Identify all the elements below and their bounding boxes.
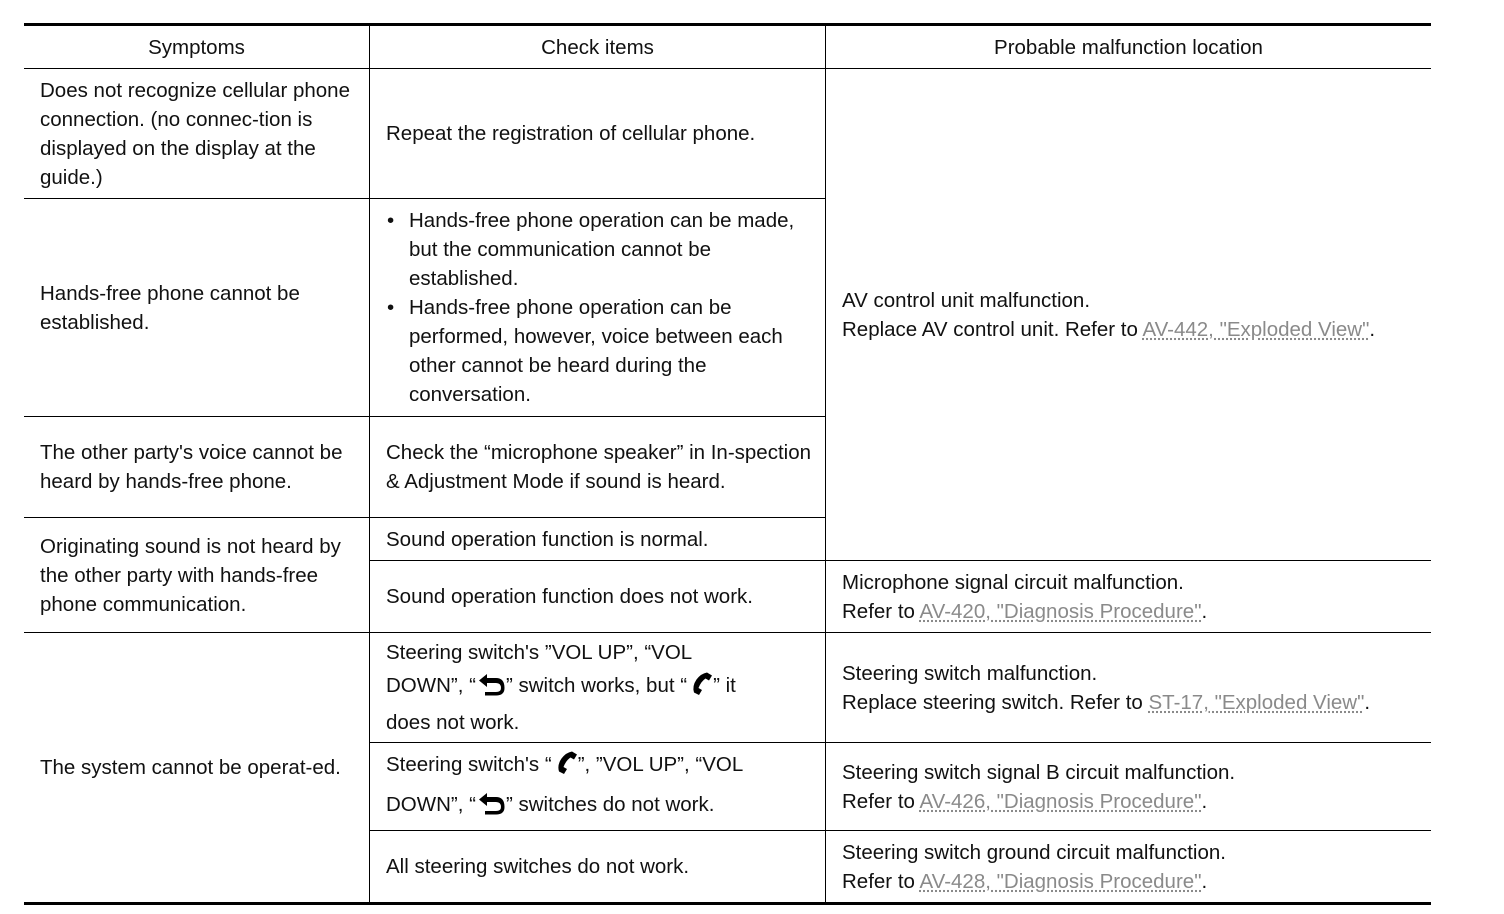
symptom-text: The other party's voice cannot be heard by hands-free phone. xyxy=(40,441,343,493)
header-symptoms xyxy=(24,26,369,68)
check-cell xyxy=(370,199,825,416)
location-text: . xyxy=(1364,690,1371,714)
location-cell xyxy=(826,561,1431,632)
check-cell xyxy=(370,831,825,902)
location-text: Steering switch signal B circuit malfunction. xyxy=(842,760,1236,784)
header-check-items xyxy=(370,26,825,68)
location-text: Refer to xyxy=(842,599,920,623)
check-text: Steering switch's ”VOL UP”, “VOL xyxy=(386,641,693,664)
location-text: Replace AV control unit. Refer to xyxy=(842,317,1143,341)
header-symptoms-label: Symptoms xyxy=(148,35,245,59)
phone-handset-icon xyxy=(687,670,713,706)
check-text: does not work. xyxy=(386,711,520,734)
check-bullet-item: • Hands-free phone operation can be performed, however, voice between each other cannot be heard during the conversation. xyxy=(386,293,811,409)
header-location-label: Probable malfunction location xyxy=(994,35,1263,59)
symptom-text: Originating sound is not heard by the other party with hands-free phone communication. xyxy=(40,534,341,616)
check-cell xyxy=(370,743,825,830)
reference-link[interactable]: AV-428, "Diagnosis Procedure" xyxy=(919,869,1202,893)
location-text: Refer to xyxy=(842,869,920,893)
check-bullet-list xyxy=(386,206,811,409)
location-cell xyxy=(826,743,1431,830)
location-text: Steering switch ground circuit malfunction. xyxy=(842,840,1226,864)
check-text: ” switch works, but “ xyxy=(505,674,688,697)
check-text: Steering switch's “ xyxy=(386,752,552,776)
location-text: Microphone signal circuit malfunction. xyxy=(842,570,1184,594)
symptom-cell xyxy=(24,633,369,902)
location-text: Replace steering switch. Refer to xyxy=(842,690,1149,714)
check-text: Sound operation function does not work. xyxy=(386,585,753,608)
symptom-cell xyxy=(24,417,369,517)
back-arrow-icon xyxy=(476,791,506,827)
location-text: . xyxy=(1201,869,1208,893)
check-cell xyxy=(370,417,825,517)
header-location xyxy=(826,26,1431,68)
symptom-text: Does not recognize cellular phone connection. (no connec-tion is displayed on the display at the guide.) xyxy=(40,78,350,189)
check-text: Check the “microphone speaker” in In-spection & Adjustment Mode if sound is heard. xyxy=(386,441,812,493)
check-bullet-item: • Hands-free phone operation can be made, but the communication cannot be established. xyxy=(386,206,811,293)
symptom-cell xyxy=(24,199,369,416)
location-cell xyxy=(826,69,1431,560)
check-text: DOWN”, “ xyxy=(386,792,476,816)
location-text: . xyxy=(1369,317,1376,341)
check-text: Sound operation function is normal. xyxy=(386,527,709,551)
symptom-text: The system cannot be operat-ed. xyxy=(40,756,341,779)
reference-link[interactable]: AV-442, "Exploded View" xyxy=(1142,317,1370,341)
location-text: Steering switch malfunction. xyxy=(842,661,1098,685)
check-text: Repeat the registration of cellular phone. xyxy=(386,122,756,145)
symptom-cell xyxy=(24,69,369,198)
header-check-items-label: Check items xyxy=(541,35,654,59)
back-arrow-icon xyxy=(476,672,506,706)
location-text: Refer to xyxy=(842,789,920,813)
check-text: DOWN”, “ xyxy=(386,674,476,697)
check-cell xyxy=(370,633,825,742)
check-cell xyxy=(370,561,825,632)
reference-link[interactable]: AV-420, "Diagnosis Procedure" xyxy=(919,599,1202,623)
check-text: ” switches do not work. xyxy=(505,792,715,816)
location-cell xyxy=(826,633,1431,742)
location-cell xyxy=(826,831,1431,902)
check-text: ”, ”VOL UP”, “VOL xyxy=(577,752,744,776)
check-cell xyxy=(370,518,825,560)
location-text: . xyxy=(1201,599,1208,623)
reference-link[interactable]: ST-17, "Exploded View" xyxy=(1148,690,1365,714)
symptom-cell xyxy=(24,518,369,632)
location-text: AV control unit malfunction. xyxy=(842,288,1091,312)
phone-handset-icon xyxy=(552,749,578,787)
check-cell xyxy=(370,69,825,198)
check-text: All steering switches do not work. xyxy=(386,855,690,878)
table-bottom-rule xyxy=(24,902,1431,905)
check-text: ” it xyxy=(713,674,736,697)
location-text: . xyxy=(1201,789,1208,813)
reference-link[interactable]: AV-426, "Diagnosis Procedure" xyxy=(919,789,1202,813)
symptom-text: Hands-free phone cannot be established. xyxy=(40,281,300,334)
